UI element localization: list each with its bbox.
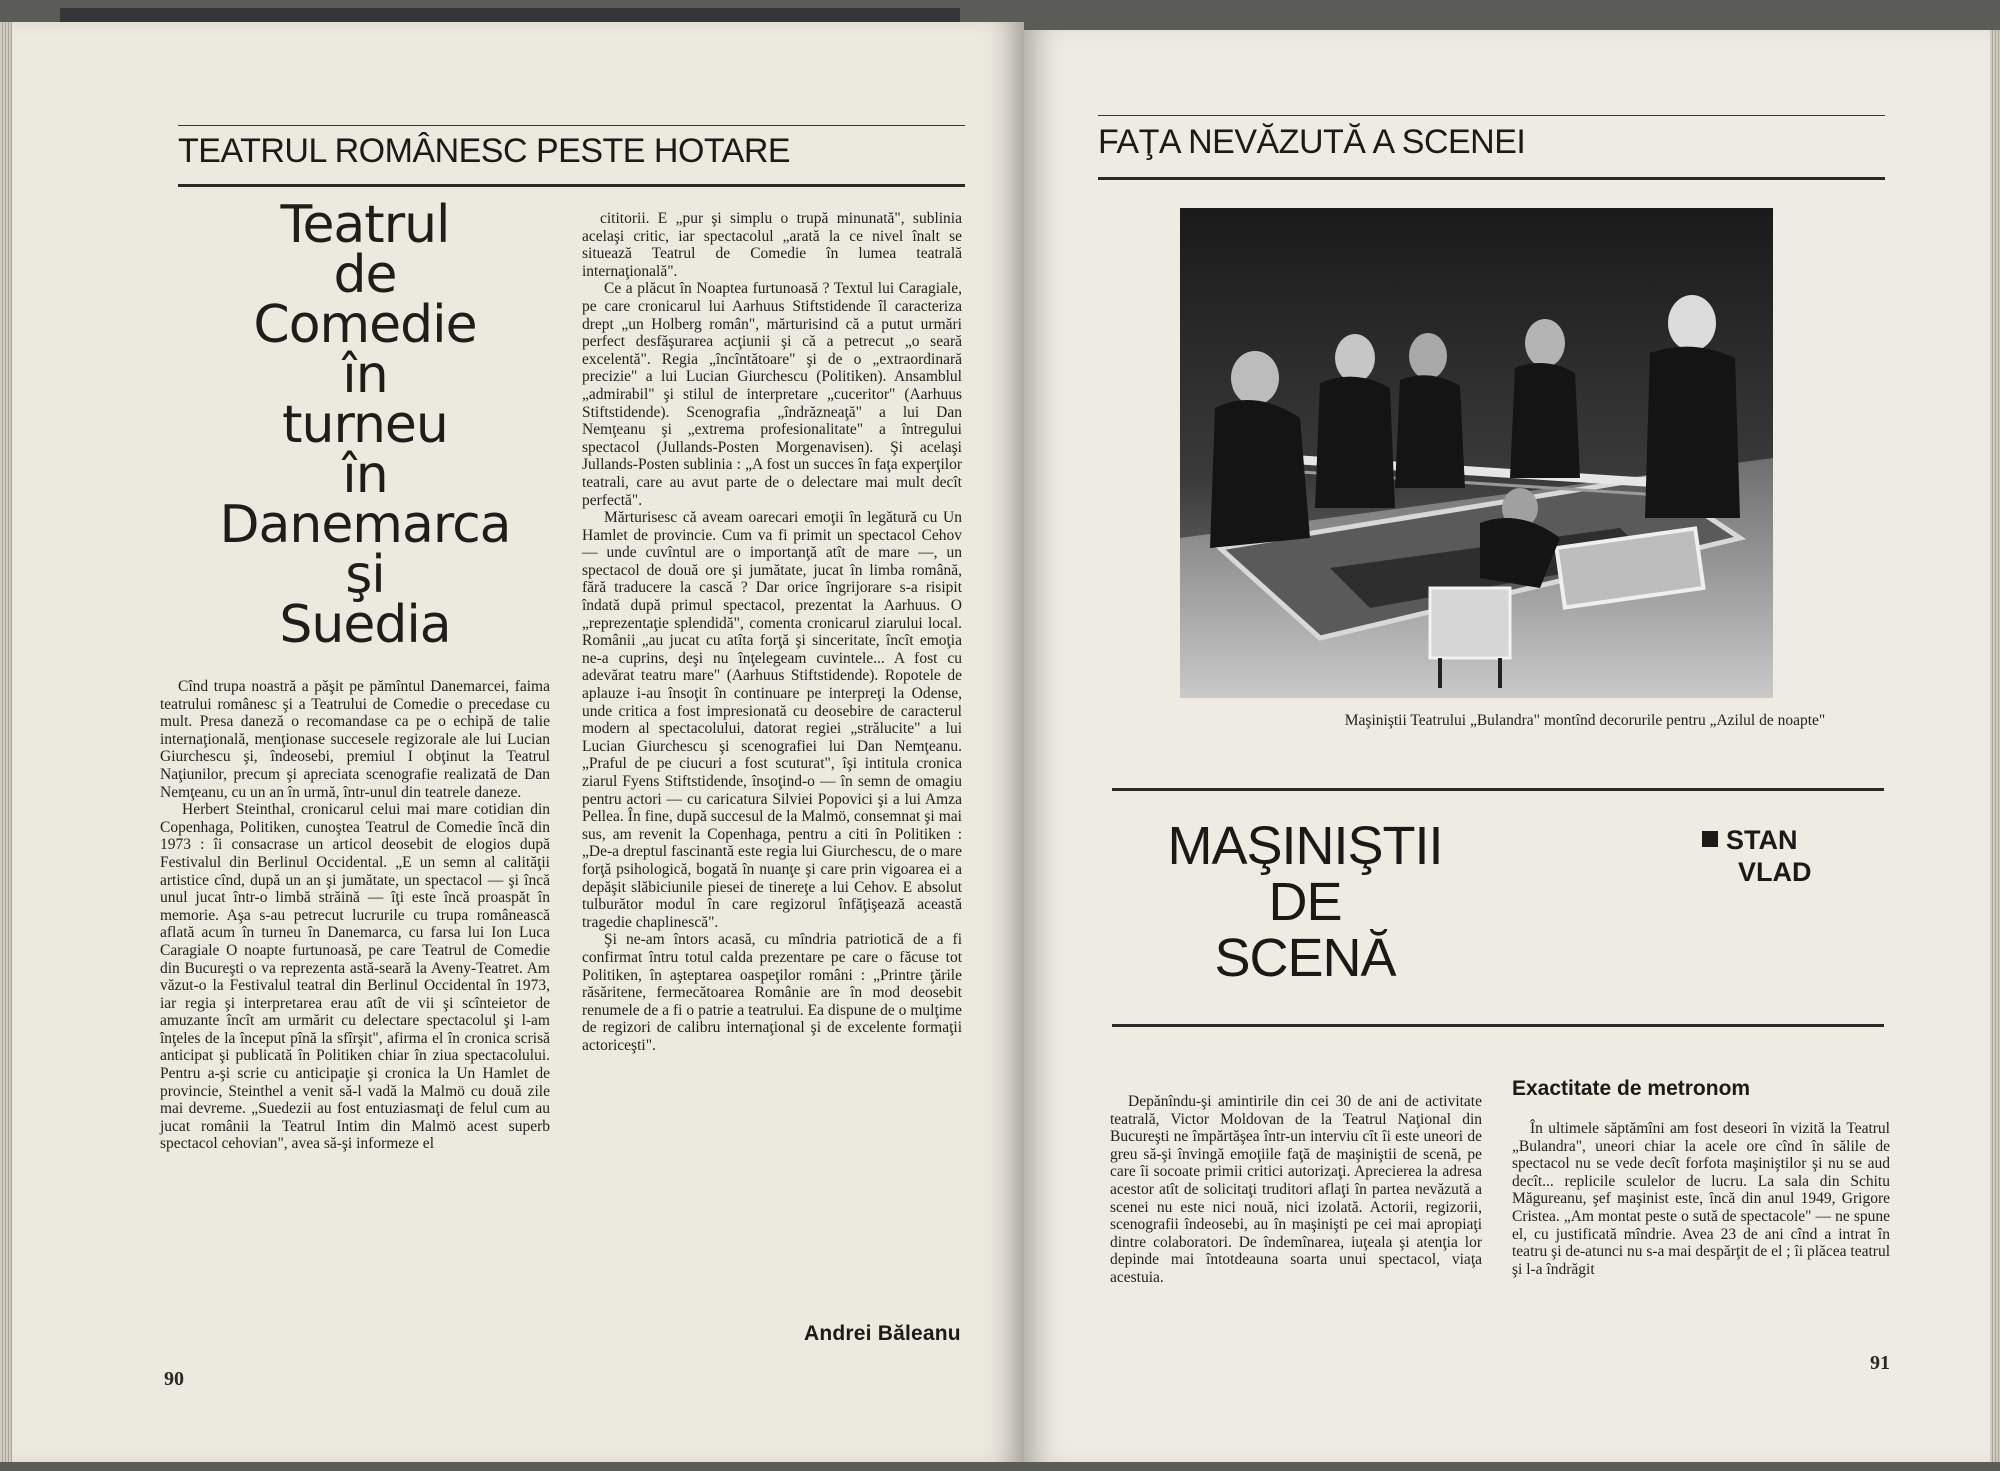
paragraph: Şi ne-am întors acasă, cu mîndria patriotică de a fi confirmat întru totul calda prezentare pe care o făcuse tot Politiken, în aşteptarea oaspeţilor români : „Printre ţările răsăritene, fermecătoarea Românie are în mod deosebit renumele de a fi o patrie a teatrului. Ea dispune de o mulţime de regizori de calibru internaţional şi de excelente formaţii actoriceşti".	[582, 931, 962, 1054]
paragraph: Cînd trupa noastră a păşit pe pămîntul Danemarcei, faima teatrului românesc şi a Teatrului de Comedie o precedase cu mult. Presa daneză o recomandase ca pe o echipă de talie internaţională, menţionase succesele regizorale ale lui Lucian Giurchescu şi, îndeosebi, premiul I obţinut la Teatrul Naţiunilor, precum şi apreciata scenografie realizată de Dan Nemţeanu, cu un an în urmă, într-unul din teatrele daneze.	[160, 678, 550, 801]
paragraph: În ultimele săptămîni am fost deseori în vizită la Teatrul „Bulandra", uneori chiar la acele ore cînd în sălile de spectacol nu se vede decît forfota maşiniştilor şi nu se aud decît... replicile sculelor de lucru. La sala din Schitu Măgureanu, şef maşinist este, încă din anul 1949, Grigore Cristea. „Am montat peste o sută de spectacole" — ne spune el, cu justificată mîndrie. Avea 23 de ani cînd a intrat în teatru şi de-atunci nu s-a mai despărţit de el ; îi plăcea teatrul şi l-a îndrăgit	[1512, 1120, 1890, 1278]
left-page-edges	[0, 22, 12, 1462]
title-line: turneu	[282, 395, 448, 455]
paragraph: cititorii. E „pur şi simplu o trupă minunată", sublinia acelaşi critic, iar spectacolul „arată la ce nivel înalt se situează Teatrul de Comedie în lumea teatrală internaţională".	[582, 210, 962, 280]
top-rule-right	[1098, 115, 1885, 116]
title-line: în	[342, 445, 388, 505]
headline-top-rule	[1112, 788, 1884, 791]
article-headline	[1160, 818, 1450, 986]
paragraph: Herbert Steinthal, cronicarul celui mai mare cotidian din Copenhaga, Politiken, cunoştea Teatrul de Comedie încă din 1973 : îi consacrase un articol deosebit de elogios după Festivalul din Berlinul Occidental. „E un semn al calităţii artistice cînd, după un an şi jumătate, un spectacol — şi încă unul jucat într-o limbă străină — îţi este încă proaspăt în memorie. Aşa s-au petrecut lucrurile cu trupa românească aflată acum în turneu în Danemarca, cu farsa lui Ion Luca Caragiale O noapte furtunoasă, pe care Teatrul de Comedie din Bucureşti o va reprezenta astă-seară la Aveny-Teatret. Am văzut-o la Festivalul teatral din Berlinul Occidental în 1973, iar regia şi interpretarea erau atît de vii şi scînteietor de amuzante încît am urmărit cu delectare spectacolul şi l-am înţeles de la început pînă la sfîrşit", afirma el în cronica scrisă anticipat şi publicată în Politiken chiar în ziua spectacolului. Pentru a-şi scrie cu anticipaţie şi cronica la Un Hamlet de provincie, Steinthel a venit să-l vadă la Malmö cu două zile mai devreme. „Suedezii au fost entuziasmaţi de felul cum au jucat românii la Teatrul Intim din Malmö acest superb spectacol cehovian", avea să-şi informeze el	[160, 801, 550, 1153]
title-line: Teatrul	[280, 195, 450, 255]
stagehands-photo-graphic	[1180, 208, 1773, 698]
under-title-rule-left	[178, 184, 965, 187]
left-column-1	[160, 678, 550, 1153]
title-line: Danemarca	[219, 495, 511, 555]
title-line: de	[333, 245, 397, 305]
article-title	[150, 195, 580, 655]
stagehands-photo	[1180, 208, 1773, 698]
headline-bottom-rule	[1112, 1024, 1884, 1027]
page-number-right: 91	[1870, 1352, 1890, 1374]
page-number-left: 90	[164, 1368, 184, 1390]
byline-first: STAN	[1726, 825, 1798, 855]
right-page-edges	[1990, 30, 2000, 1462]
bullet-square-icon	[1702, 831, 1718, 847]
photo-caption: Maşiniştii Teatrului „Bulandra" montînd decorurile pentru „Azilul de noapte"	[1344, 712, 1826, 729]
title-line: şi	[345, 545, 385, 605]
paragraph: Ce a plăcut în Noaptea furtunoasă ? Textul lui Caragiale, pe care cronicarul lui Aarhuus Stiftstidende îl caracteriza drept „un Holberg român", mărturisind că a putut urmări perfect desfăşurarea acţiunii şi că a petrecut „o seară excelentă". Regia „încîntătoare" şi de o „extraordinară precizie" a lui Lucian Giurchescu (Politiken). Ansamblul „admirabil" şi stilul de interpretare „cuceritor" (Aarhuus Stiftstidende). Scenografia „îndrăzneaţă" a lui Dan Nemţeanu şi „extrema profesionalitate" a întregului spectacol (Jullands-Posten Morgenavisen). Şi acelaşi Jullands-Posten sublinia : „A fost un succes în faţa experţilor teatrali, care au avut parte de o delectare mai mult decît perfectă".	[582, 280, 962, 509]
subheading: Exactitate de metronom	[1512, 1077, 1751, 1100]
section-title-left: TEATRUL ROMÂNESC PESTE HOTARE	[178, 132, 791, 170]
byline	[1702, 824, 1862, 888]
headline-line: MAŞINIŞTII	[1167, 816, 1443, 876]
paragraph: Depănîndu-şi amintirile din cei 30 de ani de activitate teatrală, Victor Moldovan de la Teatrul Naţional din Bucureşti ne împărtăşea într-un interviu cît îi este uneori de greu să-şi învingă emoţiile faţă de maşiniştii de scenă, pe care îi socoate primii critici autorizaţi. Aprecierea la adresa acestor atît de solicitaţi truditori aflaţi în partea nevăzută a scenei nu este nici nouă, nici izolată. Actorii, regizorii, scenografii îndeosebi, au în maşinişti pe cei mai apropiaţi dintre colaboratori. De îndemînarea, iuţeala şi atenţia lor depinde mai întotdeauna soarta unui spectacol, viaţa acestuia.	[1110, 1093, 1482, 1286]
title-line: Comedie	[253, 295, 477, 355]
title-line: în	[342, 345, 388, 405]
section-title-right: FAŢA NEVĂZUTĂ A SCENEI	[1098, 123, 1526, 161]
title-line: Suedia	[279, 595, 451, 655]
under-title-rule-right	[1098, 177, 1885, 180]
right-column-1	[1110, 1093, 1482, 1287]
paragraph: Mărturisesc că aveam oarecari emoţii în legătură cu Un Hamlet de provincie. Cum va fi primit un spectacol Cehov — unde cuvîntul are o importanţă atît de mare —, un spectacol de două ore şi jumătate, jucat în limba română, fără traducere la cască ? Dar orice îngrijorare s-a risipit îndată după primul spectacol, prezentat la Aarhuus. O „reprezentaţie splendidă", comenta cronicarul ziarului local. Românii „au jucat cu atîta forţă şi sinceritate, încît emoţia ne-a cuprins, deşi nu înţelegeam cuvintele... A fost cu adevărat teatru mare" (Aarhuus Stiftstidende). Ropotele de aplauze i-au însoţit în continuare pe interpreţi la Odense, unde critica a fost impresionată cu deosebire de caracterul modern al spectacolului, datorat regiei „strălucite" a lui Lucian Giurchescu şi scenografiei lui Dan Nemţeanu. „Praful de pe ciucuri a fost scuturat", îşi intitula cronica ziarul Fyens Stiftstidende, însoţind-o — în semn de omagiu pentru actori — cu caricatura Silviei Popovici şi a lui Amza Pellea. În fine, după succesul de la Malmö, consemnat şi mai sus, am revenit la Copenhaga, pentru a citi în Politiken : „De-a dreptul fascinantă este regia lui Giurchescu, de o mare forţă psihologică, bogată în nuanţe şi care prin vigoarea ei a depăşit slăbiciunile piesei de tinereţe a lui Cehov. E absolut tulburător modul în care regizorul înfăţişează această tragedie chaplinescă".	[582, 509, 962, 931]
left-column-2	[582, 210, 962, 1055]
top-rule-left	[178, 125, 965, 126]
right-column-2	[1512, 1120, 1890, 1278]
headline-line: DE	[1268, 872, 1342, 932]
author-name: Andrei Băleanu	[804, 1322, 961, 1345]
headline-line: SCENĂ	[1214, 928, 1396, 988]
byline-last: VLAD	[1738, 857, 1812, 887]
